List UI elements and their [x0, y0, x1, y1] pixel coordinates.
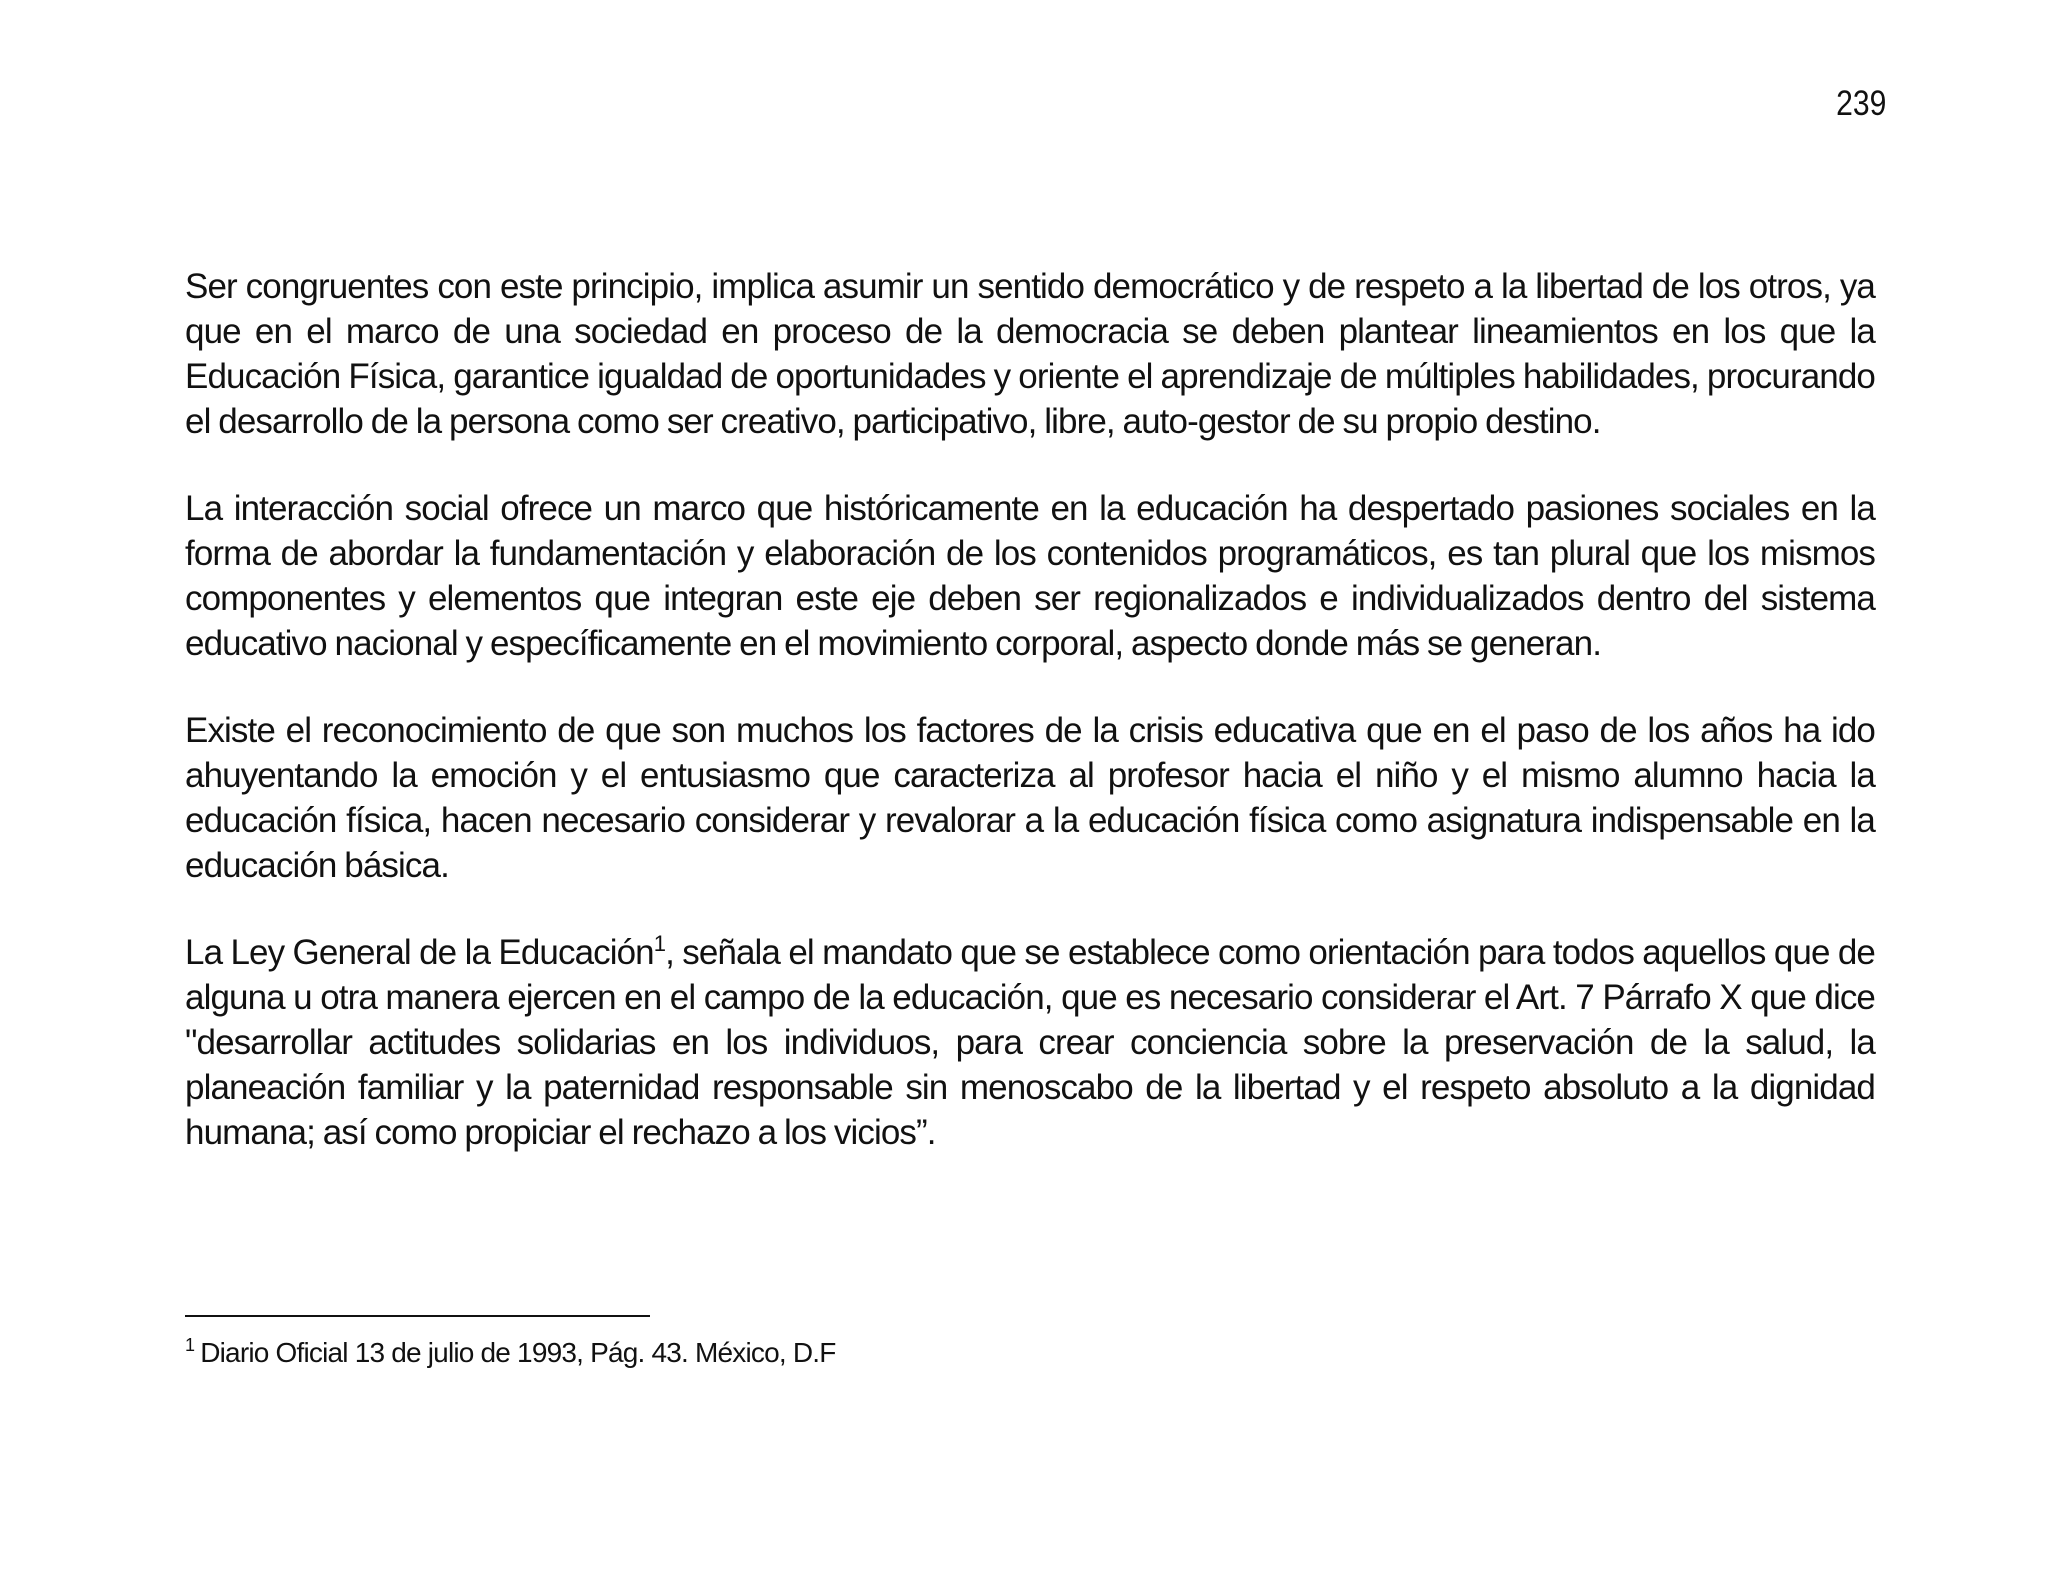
- paragraph-3: Existe el reconocimiento de que son muchos los factores de la crisis educativa que en el paso de los años ha ido ahuyentando la emoción y el entusiasmo que caracteriza al profesor hacia el niño y el mismo alumno hacia la educación física, hacen necesario considerar y revalorar a la educación física como asignatura indispensable en la educación básica.: [185, 711, 1875, 885]
- paragraph-1: Ser congruentes con este principio, implica asumir un sentido democrático y de respeto a la libertad de los otros, ya que en el marco de una sociedad en proceso de la democracia se deben plantear lineamientos en los que la Educación Física, garantice igualdad de oportunidades y oriente el aprendizaje de múltiples habilidades, procurando el desarrollo de la persona como ser creativo, participativo, libre, auto-gestor de su propio destino.: [185, 267, 1875, 441]
- footnote: [185, 1335, 836, 1371]
- footnote-separator: [185, 1315, 650, 1317]
- paragraph-2: La interacción social ofrece un marco que históricamente en la educación ha despertado pasiones sociales en la forma de abordar la fundamentación y elaboración de los contenidos programáticos, es tan plural que los mismos componentes y elementos que integran este eje deben ser regionalizados e individualizados dentro del sistema educativo nacional y específicamente en el movimiento corporal, aspecto donde más se generan.: [185, 489, 1875, 663]
- footnote-reference[interactable]: 1: [653, 931, 666, 956]
- body-text: [185, 264, 1875, 1197]
- footnote-text: Diario Oficial 13 de julio de 1993, Pág. 43. México, D.F: [200, 1337, 836, 1368]
- page-number: 239: [1835, 84, 1886, 123]
- paragraph-4-rest: , señala el mandato que se establece como orientación para todos aquellos que de alguna u otra manera ejercen en el campo de la educación, que es necesario considerar el Art. 7 Párrafo X que dice "desarrollar actitudes solidarias en los individuos, para crear conciencia sobre la preservación de la salud, la planeación familiar y la paternidad responsable sin menoscabo de la libertad y el respeto absoluto a la dignidad humana; así como propiciar el rechazo a los vicios”.: [185, 933, 1875, 1152]
- footnote-number: 1: [185, 1335, 195, 1355]
- paragraph-4-lead: La Ley General de la Educación: [185, 933, 654, 972]
- paragraph-4: [185, 930, 1875, 1155]
